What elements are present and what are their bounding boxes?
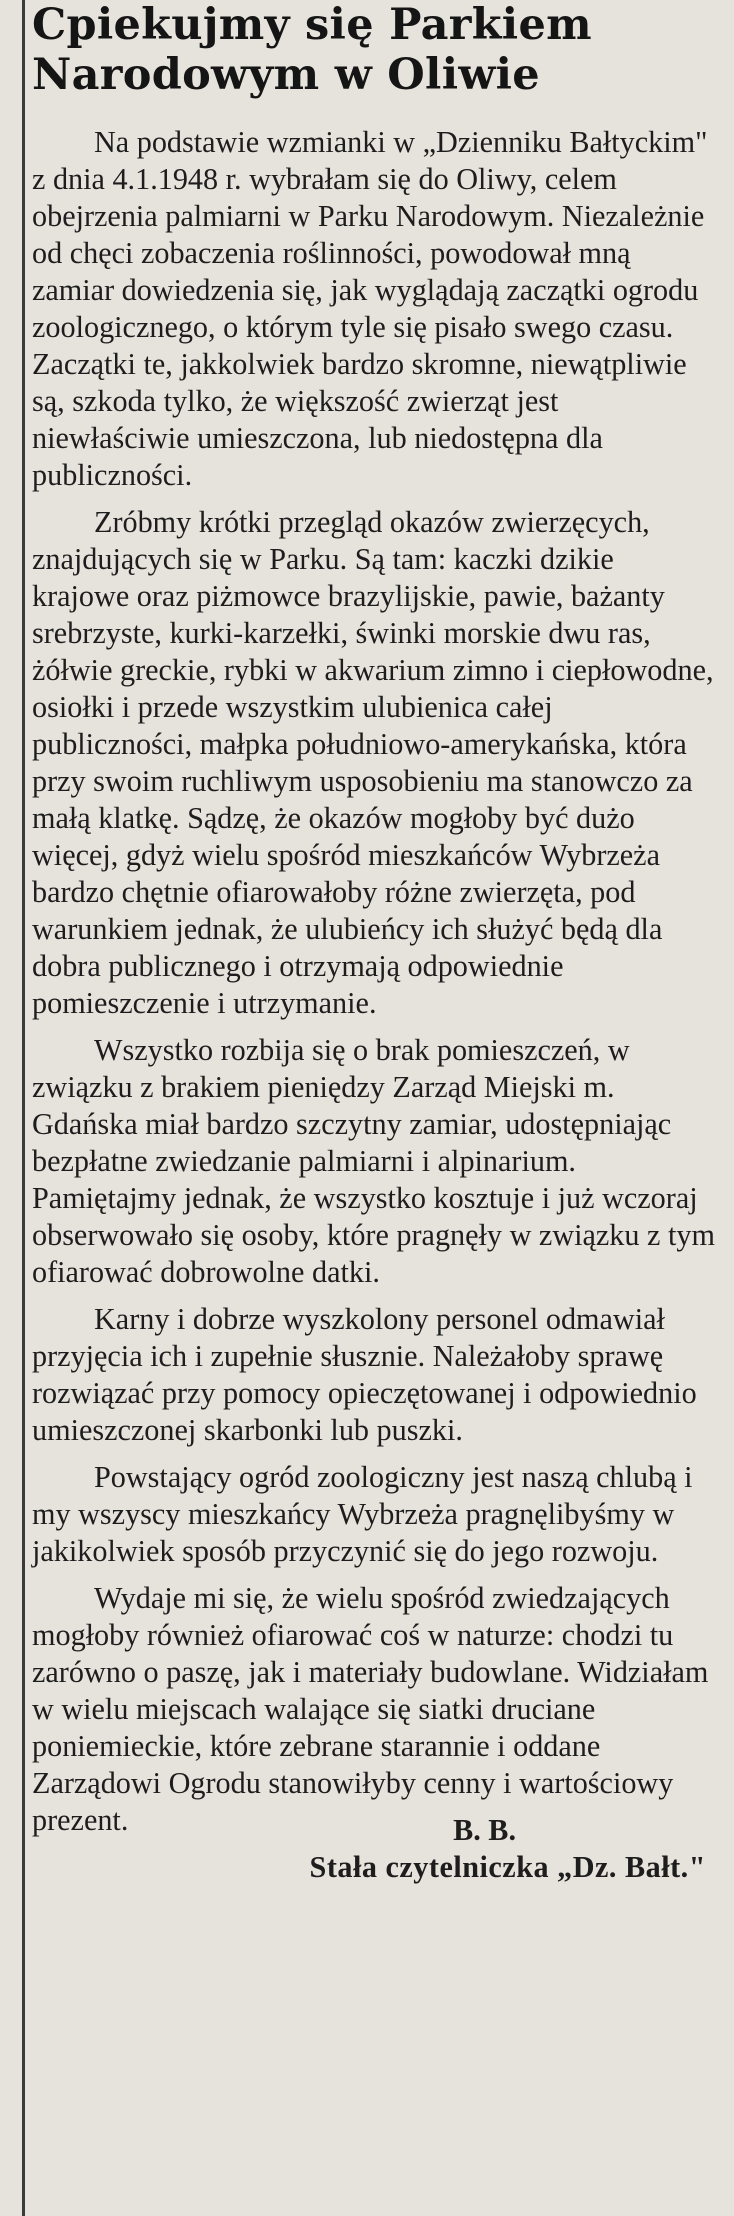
signature-initials: B. B. — [453, 1813, 516, 1847]
article-title-line-1: Cpiekujmy się Parkiem — [32, 0, 592, 50]
article-paragraph-6: Wydaje mi się, że wielu spośród zwiedzających mogłoby również ofiarować coś w naturze: chodzi tu zarówno o paszę, jak i materiały budowlane. Widziałam w wielu miejscach walające się siatki druciane poniemieckie, które zebrane starannie i oddane Zarządowi Ogrodu stanowiłyby cenny i wartościowy prezent. — [32, 1581, 709, 1837]
article-paragraph-3: Wszystko rozbija się o brak pomieszczeń, w związku z brakiem pieniędzy Zarząd Miejski m. Gdańska miał bardzo szczytny zamiar, udostępniając bezpłatne zwiedzanie palmiarni i alpinarium. Pamiętajmy jednak, że wszystko kosztuje i już wczoraj obserwowało się osoby, które pragnęły w związku z tym ofiarować dobrowolne datki. — [32, 1033, 715, 1289]
article-title-line-2: Narodowym w Oliwie — [32, 50, 540, 100]
article-paragraph-1: Na podstawie wzmianki w „Dzienniku Bałtyckim" z dnia 4.1.1948 r. wybrałam się do Oliwy, celem obejrzenia palmiarni w Parku Narodowym. Niezależnie od chęci zobaczenia roślinności, powodował mną zamiar dowiedzenia się, jak wyglądają zaczątki ogrodu zoologicznego, o którym tyle się pisało swego czasu. Zaczątki te, jakkolwiek bardzo skromne, niewątpliwie są, szkoda tylko, że większość zwierząt jest niewłaściwie umieszczona, lub niedostępna dla publiczności. — [32, 125, 708, 492]
article-signatures — [32, 1812, 716, 1886]
article-paragraph-4: Karny i dobrze wyszkolony personel odmawiał przyjęcia ich i zupełnie słusznie. Należałoby sprawę rozwiązać przy pomocy opieczętowanej i odpowiednio umieszczonej skarbonki lub puszki. — [32, 1302, 697, 1447]
article-paragraph-2: Zróbmy krótki przegląd okazów zwierzęcych, znajdujących się w Parku. Są tam: kaczki dzikie krajowe oraz piżmowce brazylijskie, pawie, bażanty srebrzyste, kurki-karzełki, świnki morskie dwu ras, żółwie greckie, rybki w akwarium zimno i ciepłowodne, osiołki i przede wszystkim ulubienica całej publiczności, małpka południowo-amerykańska, która przy swoim ruchliwym usposobieniu ma stanowczo za małą klatkę. Sądzę, że okazów mogłoby być dużo więcej, gdyż wielu spośród mieszkańców Wybrzeża bardzo chętnie ofiarowałoby różne zwierzęta, pod warunkiem jednak, że ulubieńcy ich służyć będą dla dobra publicznego i otrzymają odpowiednie pomieszczenie i utrzymanie. — [32, 505, 714, 1020]
signature-reader: Stała czytelniczka „Dz. Bałt." — [309, 1850, 706, 1884]
article-paragraph-5: Powstający ogród zoologiczny jest naszą chlubą i my wszyscy mieszkańcy Wybrzeża pragnęlibyśmy w jakikolwiek sposób przyczynić się do jego rozwoju. — [32, 1460, 693, 1568]
article-title — [32, 0, 716, 100]
